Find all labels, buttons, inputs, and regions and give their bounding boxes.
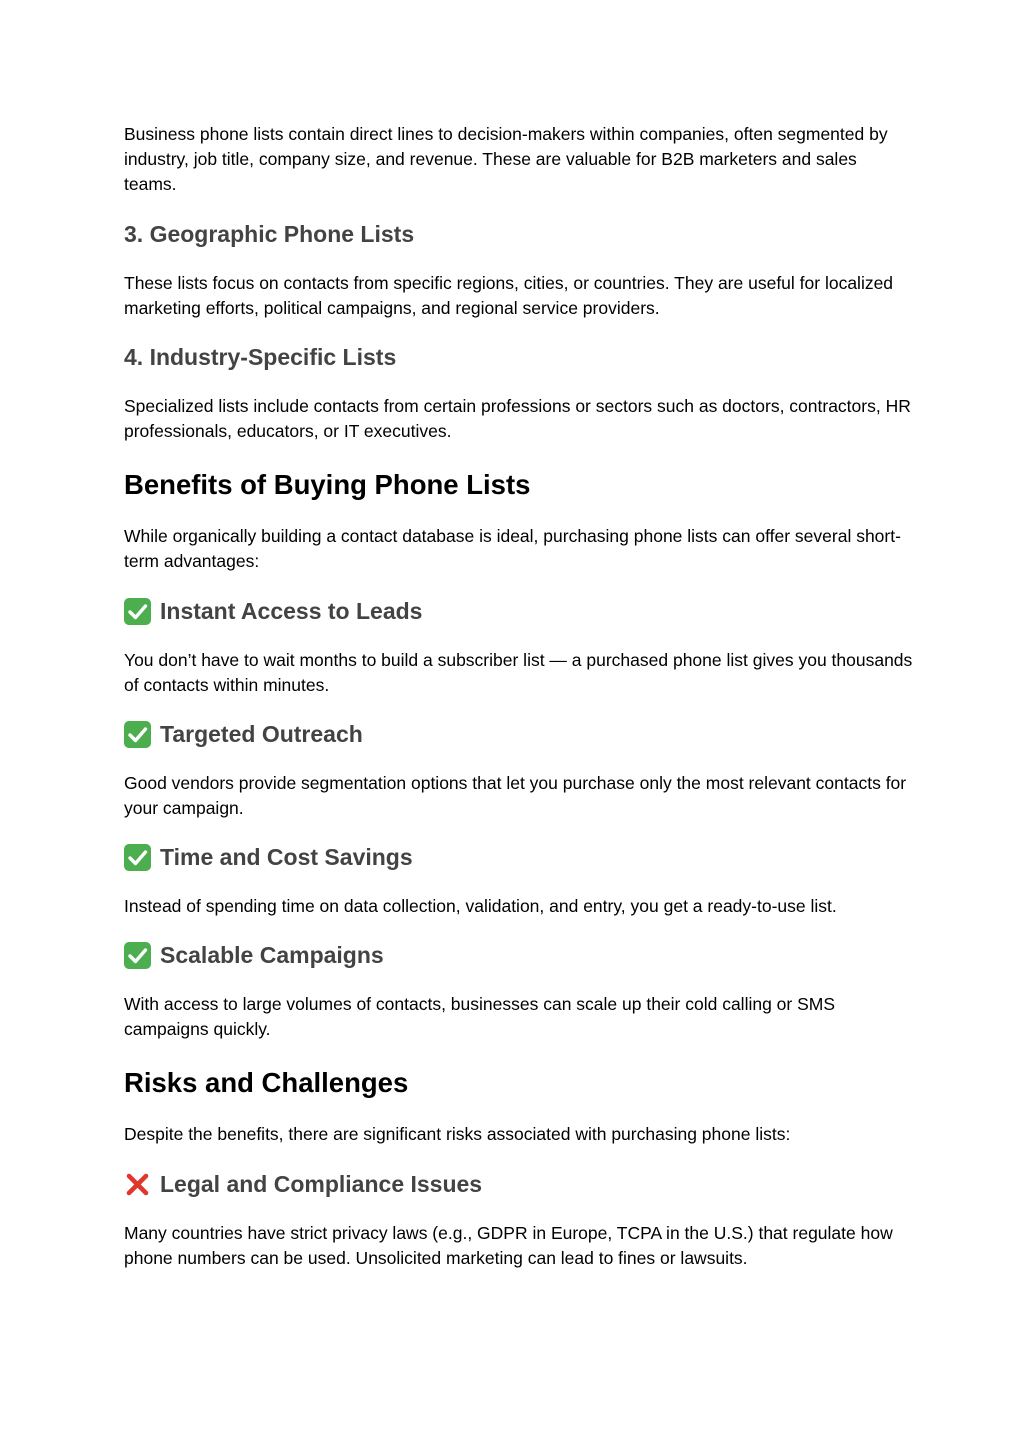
time-cost-heading-text: Time and Cost Savings	[160, 844, 413, 870]
intro-paragraph: Business phone lists contain direct lines to decision-makers within companies, often segmented by industry, job title, company size, and revenue. These are valuable for B2B marketers and sales teams.	[124, 124, 888, 194]
targeted-outreach-paragraph: Good vendors provide segmentation options that let you purchase only the most relevant contacts for your campaign.	[124, 773, 907, 818]
industry-heading-block	[124, 342, 914, 372]
geo-heading-block	[124, 219, 914, 249]
geo-paragraph-block	[124, 271, 914, 321]
legal-compliance-paragraph: Many countries have strict privacy laws (e.g., GDPR in Europe, TCPA in the U.S.) that regulate how phone numbers can be used. Unsolicited marketing can lead to fines or lawsuits.	[124, 1223, 893, 1268]
instant-access-paragraph: You don’t have to wait months to build a subscriber list — a purchased phone list gives you thousands of contacts within minutes.	[124, 650, 913, 695]
scalable-campaigns-paragraph: With access to large volumes of contacts, businesses can scale up their cold calling or SMS campaigns quickly.	[124, 994, 836, 1039]
benefits-paragraph: While organically building a contact database is ideal, purchasing phone lists can offer several short-term advantages:	[124, 526, 901, 571]
check-mark-icon	[124, 598, 151, 625]
legal-paragraph-block	[124, 1221, 914, 1271]
intro-paragraph-block	[124, 122, 914, 197]
risks-heading-block	[124, 1066, 914, 1100]
targeted-heading-block	[124, 719, 914, 749]
instant-access-heading	[124, 596, 914, 626]
time-cost-paragraph: Instead of spending time on data collection, validation, and entry, you get a ready-to-use list.	[124, 896, 837, 916]
check-mark-icon	[124, 942, 151, 969]
legal-heading-block	[124, 1169, 914, 1199]
check-mark-icon	[124, 721, 151, 748]
legal-compliance-heading-text: Legal and Compliance Issues	[160, 1171, 483, 1197]
benefits-heading-block	[124, 468, 914, 502]
geographic-lists-heading	[124, 219, 914, 249]
time-paragraph-block	[124, 894, 914, 919]
legal-compliance-heading	[124, 1169, 914, 1199]
geographic-lists-heading-text: 3. Geographic Phone Lists	[124, 221, 415, 247]
scalable-heading-block	[124, 940, 914, 970]
industry-lists-paragraph: Specialized lists include contacts from certain professions or sectors such as doctors, contractors, HR professionals, educators, or IT executives.	[124, 396, 911, 441]
risks-heading: Risks and Challenges	[124, 1067, 409, 1098]
scalable-paragraph-block	[124, 992, 914, 1042]
instant-paragraph-block	[124, 648, 914, 698]
risks-paragraph-block	[124, 1122, 914, 1147]
cross-mark-icon	[124, 1171, 151, 1198]
industry-lists-heading-text: 4. Industry-Specific Lists	[124, 344, 397, 370]
targeted-outreach-heading-text: Targeted Outreach	[160, 721, 363, 747]
benefits-heading: Benefits of Buying Phone Lists	[124, 469, 531, 500]
instant-heading-block	[124, 596, 914, 626]
geographic-lists-paragraph: These lists focus on contacts from specific regions, cities, or countries. They are useful for localized marketing efforts, political campaigns, and regional service providers.	[124, 273, 894, 318]
risks-paragraph: Despite the benefits, there are significant risks associated with purchasing phone lists:	[124, 1124, 791, 1144]
check-mark-icon	[124, 844, 151, 871]
time-cost-heading	[124, 842, 914, 872]
industry-lists-heading	[124, 342, 914, 372]
targeted-paragraph-block	[124, 771, 914, 821]
targeted-outreach-heading	[124, 719, 914, 749]
scalable-campaigns-heading	[124, 940, 914, 970]
time-heading-block	[124, 842, 914, 872]
industry-paragraph-block	[124, 394, 914, 444]
instant-access-heading-text: Instant Access to Leads	[160, 598, 423, 624]
benefits-paragraph-block	[124, 524, 914, 574]
scalable-campaigns-heading-text: Scalable Campaigns	[160, 942, 384, 968]
